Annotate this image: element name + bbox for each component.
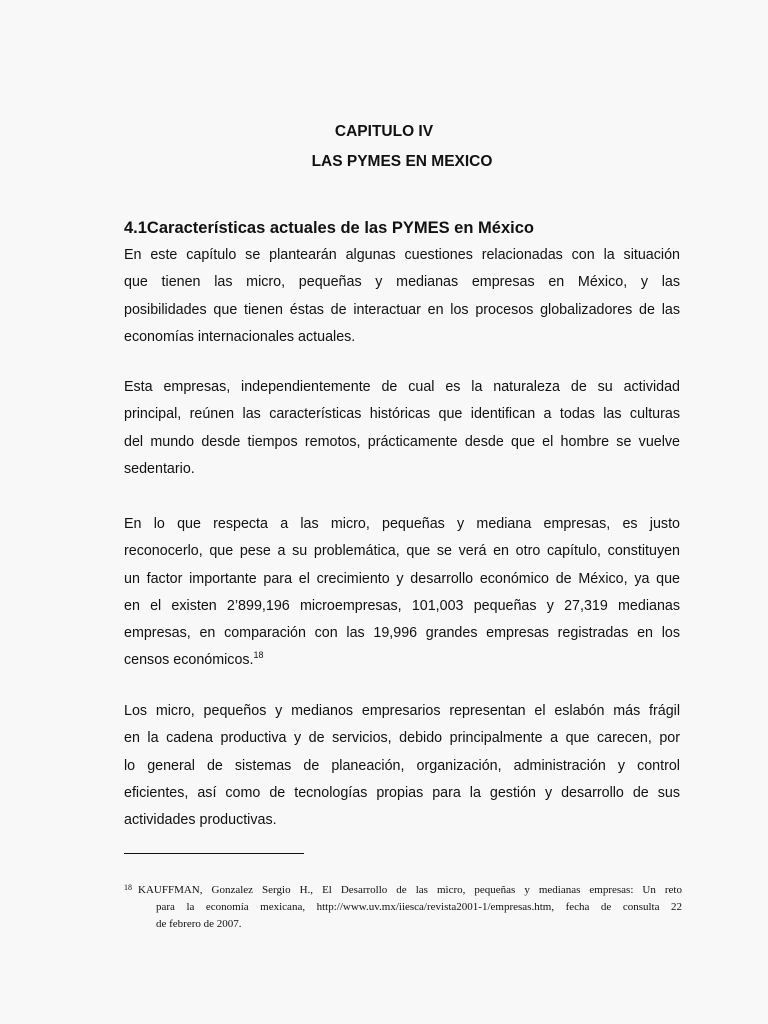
footnote-number: 18 xyxy=(124,883,132,892)
paragraph-line: empresas, en comparación con las 19,996 grandes empresas registradas en los xyxy=(124,625,680,642)
paragraph-2 xyxy=(124,374,680,483)
paragraph-line: que tienen las micro, pequeñas y medianas empresas en México, y las xyxy=(124,274,680,291)
paragraph-line: principal, reúnen las características históricas que identifican a todas las culturas xyxy=(124,406,680,423)
paragraph-line xyxy=(124,647,680,674)
chapter-title: CAPITULO IV xyxy=(334,123,434,140)
paragraph-line: en la cadena productiva y de servicios, debido principalmente a que carecen, por xyxy=(124,730,680,747)
paragraph-line: En lo que respecta a las micro, pequeñas y mediana empresas, es justo xyxy=(124,516,680,532)
footnote xyxy=(124,882,682,933)
paragraph-line: lo general de sistemas de planeación, organización, administración y control xyxy=(124,757,680,774)
paragraph-line: del mundo desde tiempos remotos, prácticamente desde que el hombre se vuelve xyxy=(124,433,680,450)
paragraph-line: En este capítulo se plantearán algunas cuestiones relacionadas con la situación xyxy=(124,247,680,263)
footnote-line: para la economía mexicana, http://www.uv.mx/iiesca/revista2001-1/empresas.htm, fecha de consulta 22 xyxy=(156,901,682,913)
paragraph-3 xyxy=(124,511,680,675)
footnote-line: de febrero de 2007. xyxy=(156,918,242,930)
section-heading: 4.1Características actuales de las PYMES en México xyxy=(124,219,534,237)
paragraph-line: Esta empresas, independientemente de cual es la naturaleza de su actividad xyxy=(124,379,680,395)
chapter-subtitle: LAS PYMES EN MEXICO xyxy=(311,153,493,170)
footnote-line: KAUFFMAN, Gonzalez Sergio H., El Desarrollo de las micro, pequeñas y medianas empresas: Un reto xyxy=(138,884,682,896)
paragraph-line: actividades productivas. xyxy=(124,812,277,829)
paragraph-1 xyxy=(124,242,680,351)
paragraph-line: economías internacionales actuales. xyxy=(124,328,356,345)
paragraph-line: reconocerlo, que pese a su problemática, que se verá en otro capítulo, constituyen xyxy=(124,543,680,560)
paragraph-line: un factor importante para el crecimiento y desarrollo económico de México, ya que xyxy=(124,570,680,587)
paragraph-line: eficientes, así como de tecnologías propias para la gestión y desarrollo de sus xyxy=(124,784,680,801)
footnote-reference: 18 xyxy=(253,650,264,661)
paragraph-line: Los micro, pequeños y medianos empresarios representan el eslabón más frágil xyxy=(124,703,680,719)
paragraph-line: sedentario. xyxy=(124,460,195,477)
footnote-divider xyxy=(124,853,304,854)
paragraph-line: en el existen 2’899,196 microempresas, 101,003 pequeñas y 27,319 medianas xyxy=(124,597,680,614)
paragraph-4 xyxy=(124,698,680,834)
paragraph-line: posibilidades que tienen éstas de interactuar en los procesos globalizadores de las xyxy=(124,301,680,318)
paragraph-line-text: censos económicos. xyxy=(124,652,254,669)
